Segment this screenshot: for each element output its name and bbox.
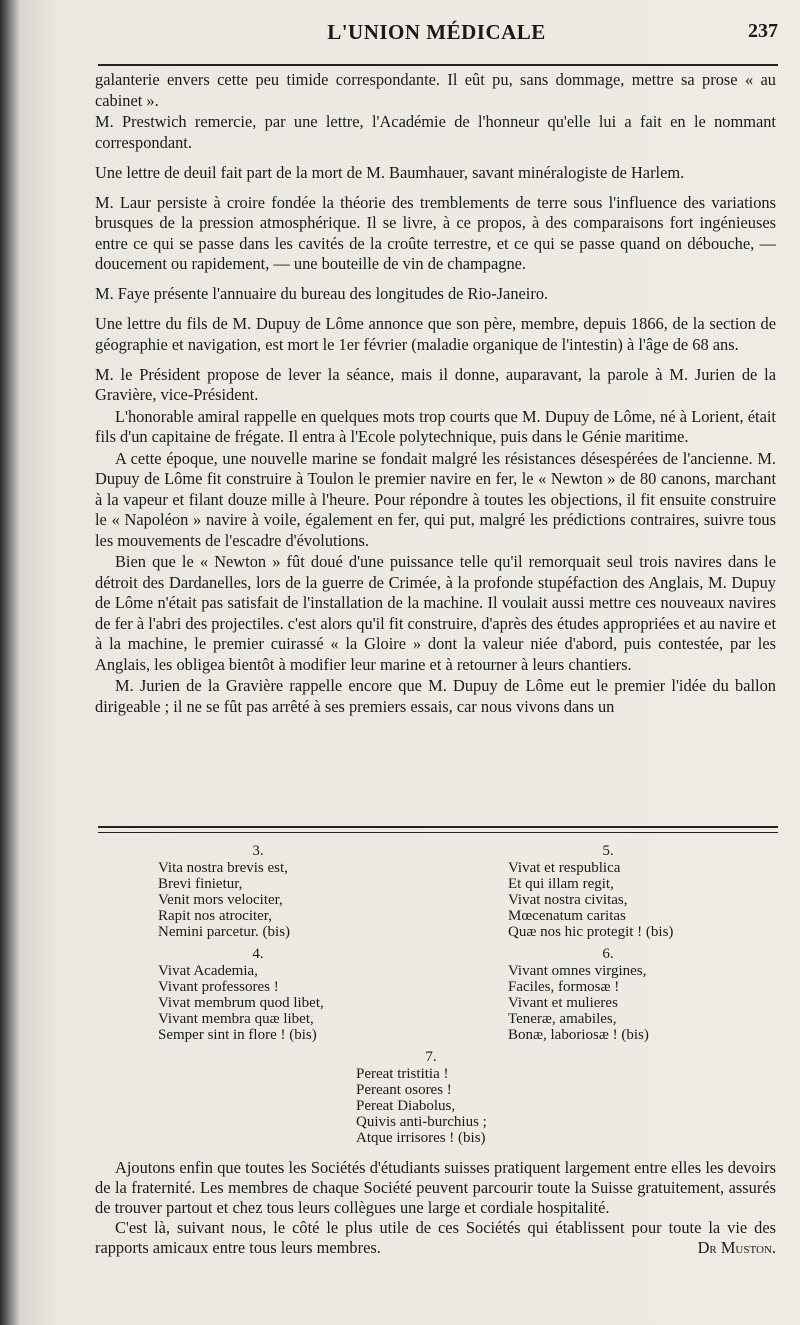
paragraph: M. Prestwich remercie, par une lettre, l'Académie de l'honneur qu'elle lui a fait en le nommant correspondant. (95, 112, 776, 152)
song-verse (508, 843, 708, 940)
verse-number: 6. (602, 946, 614, 962)
verse-line: Vivant omnes virgines, (508, 963, 647, 979)
song-verse (508, 946, 708, 1043)
page-number: 237 (748, 20, 778, 42)
verse-line: Brevi finietur, (158, 876, 243, 892)
verse-line: Teneræ, amabiles, (508, 1011, 617, 1027)
paragraph: L'honorable amiral rappelle en quelques mots trop courts que M. Dupuy de Lôme, né à Lorient, était fils d'un capitaine de frégate. Il entra à l'Ecole polytechnique, puis dans le Génie maritime. (95, 406, 776, 446)
article-body (95, 70, 776, 718)
verse-line: Quivis anti-burchius ; (356, 1114, 487, 1130)
paragraph: M. Jurien de la Gravière rappelle encore que M. Dupuy de Lôme eut le premier l'idée du ballon dirigeable ; il ne se fût pas arrêté à ses premiers essais, car nous vivons dans un (95, 676, 776, 716)
verse-line: Vivat nostra civitas, (508, 892, 628, 908)
verse-line: Vivat membrum quod libet, (158, 995, 324, 1011)
verse-line: Venit mors velociter, (158, 892, 283, 908)
page-header (95, 20, 778, 50)
paragraph: Ajoutons enfin que toutes les Sociétés d'étudiants suisses pratiquent largement entre elles les devoirs de la fraternité. Les membres de chaque Société peuvent parcourir toute la Suisse gratuitement, assurés de trouver partout et chez tous leurs collègues une large et cordiale hospitalité. (95, 1158, 776, 1217)
verse-line: Pereat Diabolus, (356, 1098, 456, 1114)
paragraph: Une lettre du fils de M. Dupuy de Lôme annonce que son père, membre, depuis 1866, de la section de géographie et navigation, est mort le 1er février (maladie organique de l'intestin) à l'âge de 68 ans. (95, 314, 776, 354)
verse-line: Pereat tristitia ! (356, 1066, 449, 1082)
closing-text (95, 1158, 776, 1258)
verse-line: Faciles, formosæ ! (508, 979, 620, 995)
paragraph: M. Faye présente l'annuaire du bureau des longitudes de Rio-Janeiro. (95, 284, 549, 303)
verse-line: Vivant et mulieres (508, 995, 618, 1011)
verse-line: Quæ nos hic protegit ! (bis) (508, 924, 674, 940)
author-signature: Dr Muston. (697, 1238, 776, 1257)
verse-line: Rapit nos atrociter, (158, 908, 272, 924)
paragraph-text: C'est là, suivant nous, le côté le plus utile de ces Sociétés qui établissent pour toute la vie des rapports amicaux entre tous leurs membres. (95, 1218, 776, 1257)
verse-line: Atque irrisores ! (bis) (356, 1130, 486, 1146)
verse-number: 3. (252, 843, 264, 859)
section-rule-thin (98, 832, 778, 833)
verse-line: Nemini parcetur. (bis) (158, 924, 291, 940)
verse-number: 5. (602, 843, 614, 859)
paragraph: galanterie envers cette peu timide correspondante. Il eût pu, sans dommage, mettre sa prose « au cabinet ». (95, 70, 776, 110)
verse-number: 4. (252, 946, 264, 962)
verse-line: Pereant osores ! (356, 1082, 452, 1098)
verse-number: 7. (425, 1049, 437, 1065)
paragraph: Bien que le « Newton » fût doué d'une puissance telle qu'il remorquait seul trois navires dans le détroit des Dardanelles, lors de la guerre de Crimée, à la profonde stupéfaction des Anglais, M. Dupuy de Lôme n'était pas satisfait de l'installation de la machine. Il voulait aussi mettre ces nouveaux navires de fer à l'abri des projectiles. c'est alors qu'il fit construire, d'après des études appropriées et au navire et à la machine, le premier cuirassé « la Gloire » dont la valeur niée d'abord, puis contestée, par les Anglais, les obligea bientôt à modifier leur marine et à retourner à leurs chantiers. (95, 552, 776, 674)
paragraph: Une lettre de deuil fait part de la mort de M. Baumhauer, savant minéralogiste de Harlem. (95, 162, 685, 182)
song-verse (158, 946, 358, 1043)
section-rule (98, 826, 778, 828)
header-rule (98, 64, 778, 66)
verse-line: Vivant membra quæ libet, (158, 1011, 314, 1027)
paragraph: A cette époque, une nouvelle marine se fondait malgré les résistances désespérées de l'ancienne. M. Dupuy de Lôme fit construire à Toulon le premier navire en fer, le « Newton » de 80 canons, marchant à la vapeur et filant douze mille à l'heure. Pour répondre à toutes les objections, il fit ensuite construire le « Napoléon » navire à voile, également en fer, qui put, malgré les prédictions contraires, suivre tous les mouvements de l'escadre d'évolutions. (95, 448, 776, 550)
paragraph: M. Laur persiste à croire fondée la théorie des tremblements de terre sous l'influence des variations brusques de la pression atmosphérique. Il se livre, à ce propos, à des comparaisons fort ingénieuses entre ce qui se passe dans les cavités de la croûte terrestre, et ce qui se passe quand on débouche, — doucement ou rapidement, — une bouteille de vin de champagne. (95, 192, 776, 273)
paragraph (95, 1218, 776, 1258)
verse-line: Vita nostra brevis est, (158, 860, 288, 876)
verse-line: Mœcenatum caritas (508, 908, 626, 924)
verse-line: Vivant professores ! (158, 979, 279, 995)
verse-line: Vivat et respublica (508, 860, 621, 876)
verse-line: Bonæ, laboriosæ ! (bis) (508, 1027, 649, 1043)
paragraph: M. le Président propose de lever la séance, mais il donne, auparavant, la parole à M. Jurien de la Gravière, vice-Président. (95, 364, 776, 404)
verse-line: Semper sint in flore ! (bis) (158, 1027, 317, 1043)
song-verse (158, 843, 358, 940)
running-title: L'UNION MÉDICALE (327, 20, 546, 44)
song-verse (356, 1049, 506, 1146)
verse-line: Et qui illam regit, (508, 876, 614, 892)
verse-line: Vivat Academia, (158, 963, 258, 979)
